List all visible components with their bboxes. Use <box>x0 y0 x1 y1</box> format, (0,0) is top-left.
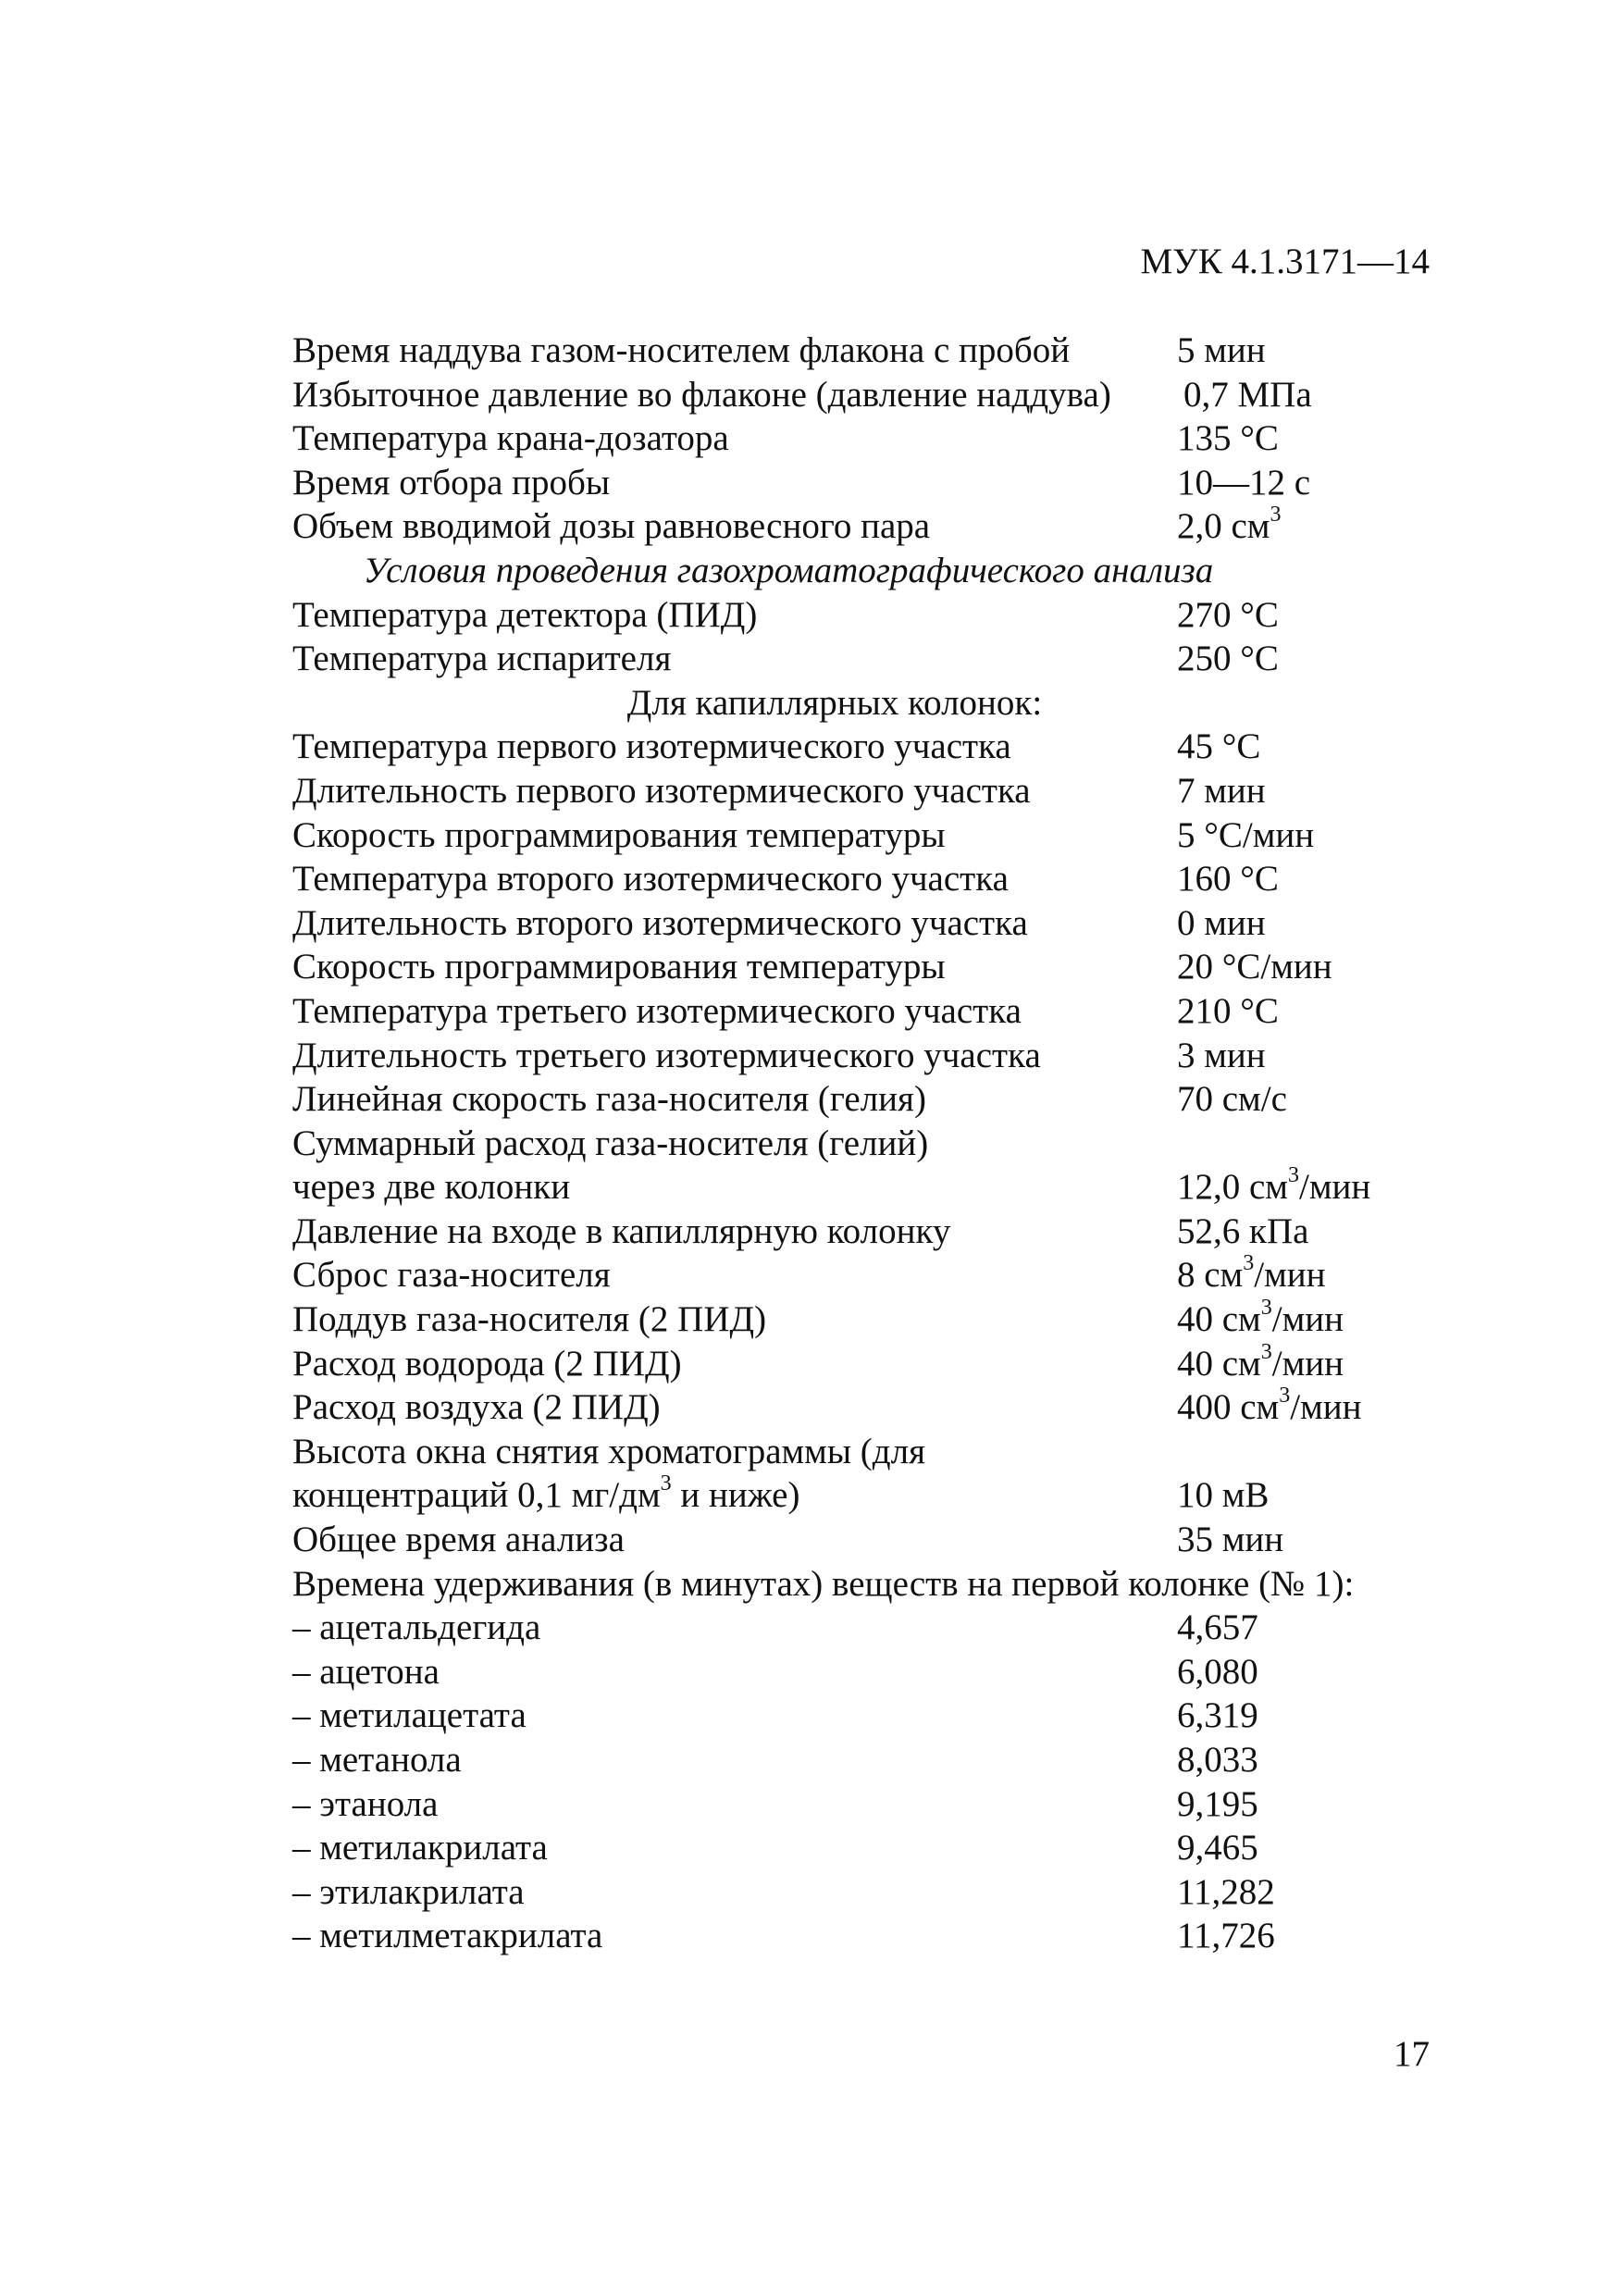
param-value: 250 °С <box>1177 639 1279 679</box>
param-row <box>292 416 1440 461</box>
retention-value: 11,282 <box>1177 1871 1275 1912</box>
param-value <box>1177 1339 1344 1386</box>
param-value: 10—12 с <box>1177 462 1311 503</box>
param-value: 135 °С <box>1177 418 1279 459</box>
param-row <box>292 1339 1440 1386</box>
substance-label: – метилметакрилата <box>292 1916 603 1956</box>
retention-value: 9,195 <box>1177 1783 1258 1824</box>
param-row <box>292 1077 1440 1122</box>
label-suffix: и ниже) <box>671 1475 800 1516</box>
param-value: 270 °С <box>1177 594 1279 635</box>
param-value: 160 °С <box>1177 859 1279 900</box>
param-row-label-line1 <box>292 1122 1440 1166</box>
superscript: 3 <box>1243 1251 1255 1276</box>
param-label: Сброс газа-носителя <box>292 1255 611 1296</box>
param-label: Давление на входе в капиллярную колонку <box>292 1210 951 1251</box>
page-number: 17 <box>1394 2034 1430 2074</box>
superscript: 3 <box>1260 1296 1272 1321</box>
retention-row <box>292 1694 1440 1738</box>
param-label: Температура испарителя <box>292 639 672 679</box>
retention-value: 9,465 <box>1177 1828 1258 1868</box>
param-value <box>1177 1253 1326 1297</box>
value-suffix: /мин <box>1299 1167 1371 1208</box>
param-row <box>292 1165 1440 1210</box>
retention-value: 6,319 <box>1177 1695 1258 1736</box>
value-text: 2,0 см <box>1177 506 1270 547</box>
param-row <box>292 1518 1440 1562</box>
param-label: Температура второго изотермического участка <box>292 859 1009 900</box>
param-label: Температура первого изотермического участка <box>292 726 1011 767</box>
retention-row <box>292 1870 1440 1915</box>
param-row <box>292 373 1440 417</box>
param-label: Температура детектора (ПИД) <box>292 594 758 635</box>
param-row <box>292 1210 1440 1254</box>
param-row <box>292 461 1440 505</box>
param-row <box>292 1297 1440 1342</box>
substance-label: – ацетальдегида <box>292 1607 541 1648</box>
param-label: Длительность второго изотермического участка <box>292 902 1028 943</box>
param-value: 210 °С <box>1177 990 1279 1031</box>
section-heading-gc <box>292 549 1440 593</box>
retention-row <box>292 1606 1440 1650</box>
superscript: 3 <box>1288 1163 1299 1188</box>
document-code-header: МУК 4.1.3171—14 <box>1140 242 1430 281</box>
param-value: 20 °С/мин <box>1177 947 1332 987</box>
substance-label: – ацетона <box>292 1651 440 1692</box>
param-row <box>292 593 1440 638</box>
param-label: Длительность третьего изотермического участка <box>292 1035 1041 1075</box>
param-row <box>292 901 1440 946</box>
param-label: Температура третьего изотермического участка <box>292 990 1022 1031</box>
param-label: Суммарный расход газа-носителя (гелий) <box>292 1123 929 1163</box>
param-value <box>1177 504 1282 549</box>
value-suffix: /мин <box>1290 1387 1362 1428</box>
param-row <box>292 637 1440 681</box>
value-suffix: /мин <box>1271 1343 1344 1384</box>
retention-row <box>292 1826 1440 1870</box>
superscript: 3 <box>1270 503 1282 527</box>
value-text: 12,0 см <box>1177 1167 1288 1208</box>
param-row <box>292 989 1440 1034</box>
substance-label: – метилацетата <box>292 1695 527 1736</box>
param-row <box>292 504 1440 549</box>
retention-row <box>292 1650 1440 1694</box>
param-label: Время отбора пробы <box>292 462 611 503</box>
value-text: 40 см <box>1177 1299 1261 1340</box>
label-text: концентраций 0,1 мг/дм <box>292 1475 661 1516</box>
param-label: Общее время анализа <box>292 1520 625 1560</box>
superscript: 3 <box>660 1471 672 1496</box>
param-value: 0,7 МПа <box>1183 374 1312 415</box>
param-row <box>292 945 1440 989</box>
retention-heading <box>292 1562 1440 1607</box>
param-value: 35 мин <box>1177 1520 1284 1560</box>
param-row <box>292 813 1440 858</box>
param-row <box>292 857 1440 901</box>
value-suffix: /мин <box>1254 1255 1326 1296</box>
section-heading-text: Для капиллярных колонок: <box>626 682 1043 723</box>
retention-value: 11,726 <box>1177 1916 1275 1956</box>
value-text: 8 см <box>1177 1255 1244 1296</box>
param-value <box>1177 1385 1362 1430</box>
param-label: Температура крана-дозатора <box>292 418 729 459</box>
param-value <box>1177 1165 1370 1210</box>
param-row <box>292 725 1440 769</box>
param-label: Время наддува газом-носителем флакона с пробой <box>292 330 1071 370</box>
param-value <box>1177 1297 1344 1342</box>
substance-label: – этилакрилата <box>292 1871 525 1912</box>
param-label: Скорость программирования температуры <box>292 814 946 855</box>
param-label: Избыточное давление во флаконе (давление наддува) <box>292 374 1111 415</box>
param-row <box>292 1034 1440 1078</box>
param-value: 52,6 кПа <box>1177 1210 1309 1251</box>
substance-label: – этанола <box>292 1783 439 1824</box>
superscript: 3 <box>1260 1339 1272 1364</box>
param-value: 5 °С/мин <box>1177 814 1315 855</box>
param-value: 10 мВ <box>1177 1475 1270 1516</box>
retention-heading-text: Времена удерживания (в минутах) веществ на первой колонке (№ 1): <box>292 1563 1355 1604</box>
value-text: 400 см <box>1177 1387 1280 1428</box>
param-value: 5 мин <box>1177 330 1266 370</box>
substance-label: – метанола <box>292 1740 462 1780</box>
superscript: 3 <box>1279 1384 1291 1409</box>
param-value: 3 мин <box>1177 1035 1266 1075</box>
retention-value: 6,080 <box>1177 1651 1258 1692</box>
param-value: 0 мин <box>1177 902 1266 943</box>
retention-row <box>292 1782 1440 1827</box>
param-value: 70 см/с <box>1177 1079 1287 1120</box>
param-label: Высота окна снятия хроматограммы (для <box>292 1431 926 1471</box>
section-heading-text: Условия проведения газохроматографического анализа <box>363 550 1214 590</box>
section-heading-capillary <box>292 681 1440 726</box>
param-label <box>292 1473 799 1518</box>
retention-value: 8,033 <box>1177 1740 1258 1780</box>
param-label: Поддув газа-носителя (2 ПИД) <box>292 1299 767 1340</box>
retention-row <box>292 1738 1440 1782</box>
param-row <box>292 329 1440 373</box>
param-value: 45 °С <box>1177 726 1261 767</box>
param-label: Расход водорода (2 ПИД) <box>292 1343 682 1384</box>
param-label: Длительность первого изотермического участка <box>292 770 1031 811</box>
param-label: Расход воздуха (2 ПИД) <box>292 1387 661 1428</box>
param-label: Линейная скорость газа-носителя (гелия) <box>292 1079 926 1120</box>
param-row <box>292 769 1440 813</box>
retention-row <box>292 1914 1440 1958</box>
parameter-list <box>292 329 1440 1958</box>
substance-label: – метилакрилата <box>292 1828 548 1868</box>
param-label: через две колонки <box>292 1167 571 1208</box>
param-value: 7 мин <box>1177 770 1266 811</box>
value-text: 40 см <box>1177 1343 1261 1384</box>
retention-value: 4,657 <box>1177 1607 1258 1648</box>
param-row <box>292 1253 1440 1297</box>
param-row <box>292 1473 1440 1518</box>
value-suffix: /мин <box>1271 1299 1344 1340</box>
param-label: Объем вводимой дозы равновесного пара <box>292 506 931 547</box>
param-label: Скорость программирования температуры <box>292 947 946 987</box>
param-row <box>292 1385 1440 1430</box>
param-row-label-line1 <box>292 1430 1440 1474</box>
